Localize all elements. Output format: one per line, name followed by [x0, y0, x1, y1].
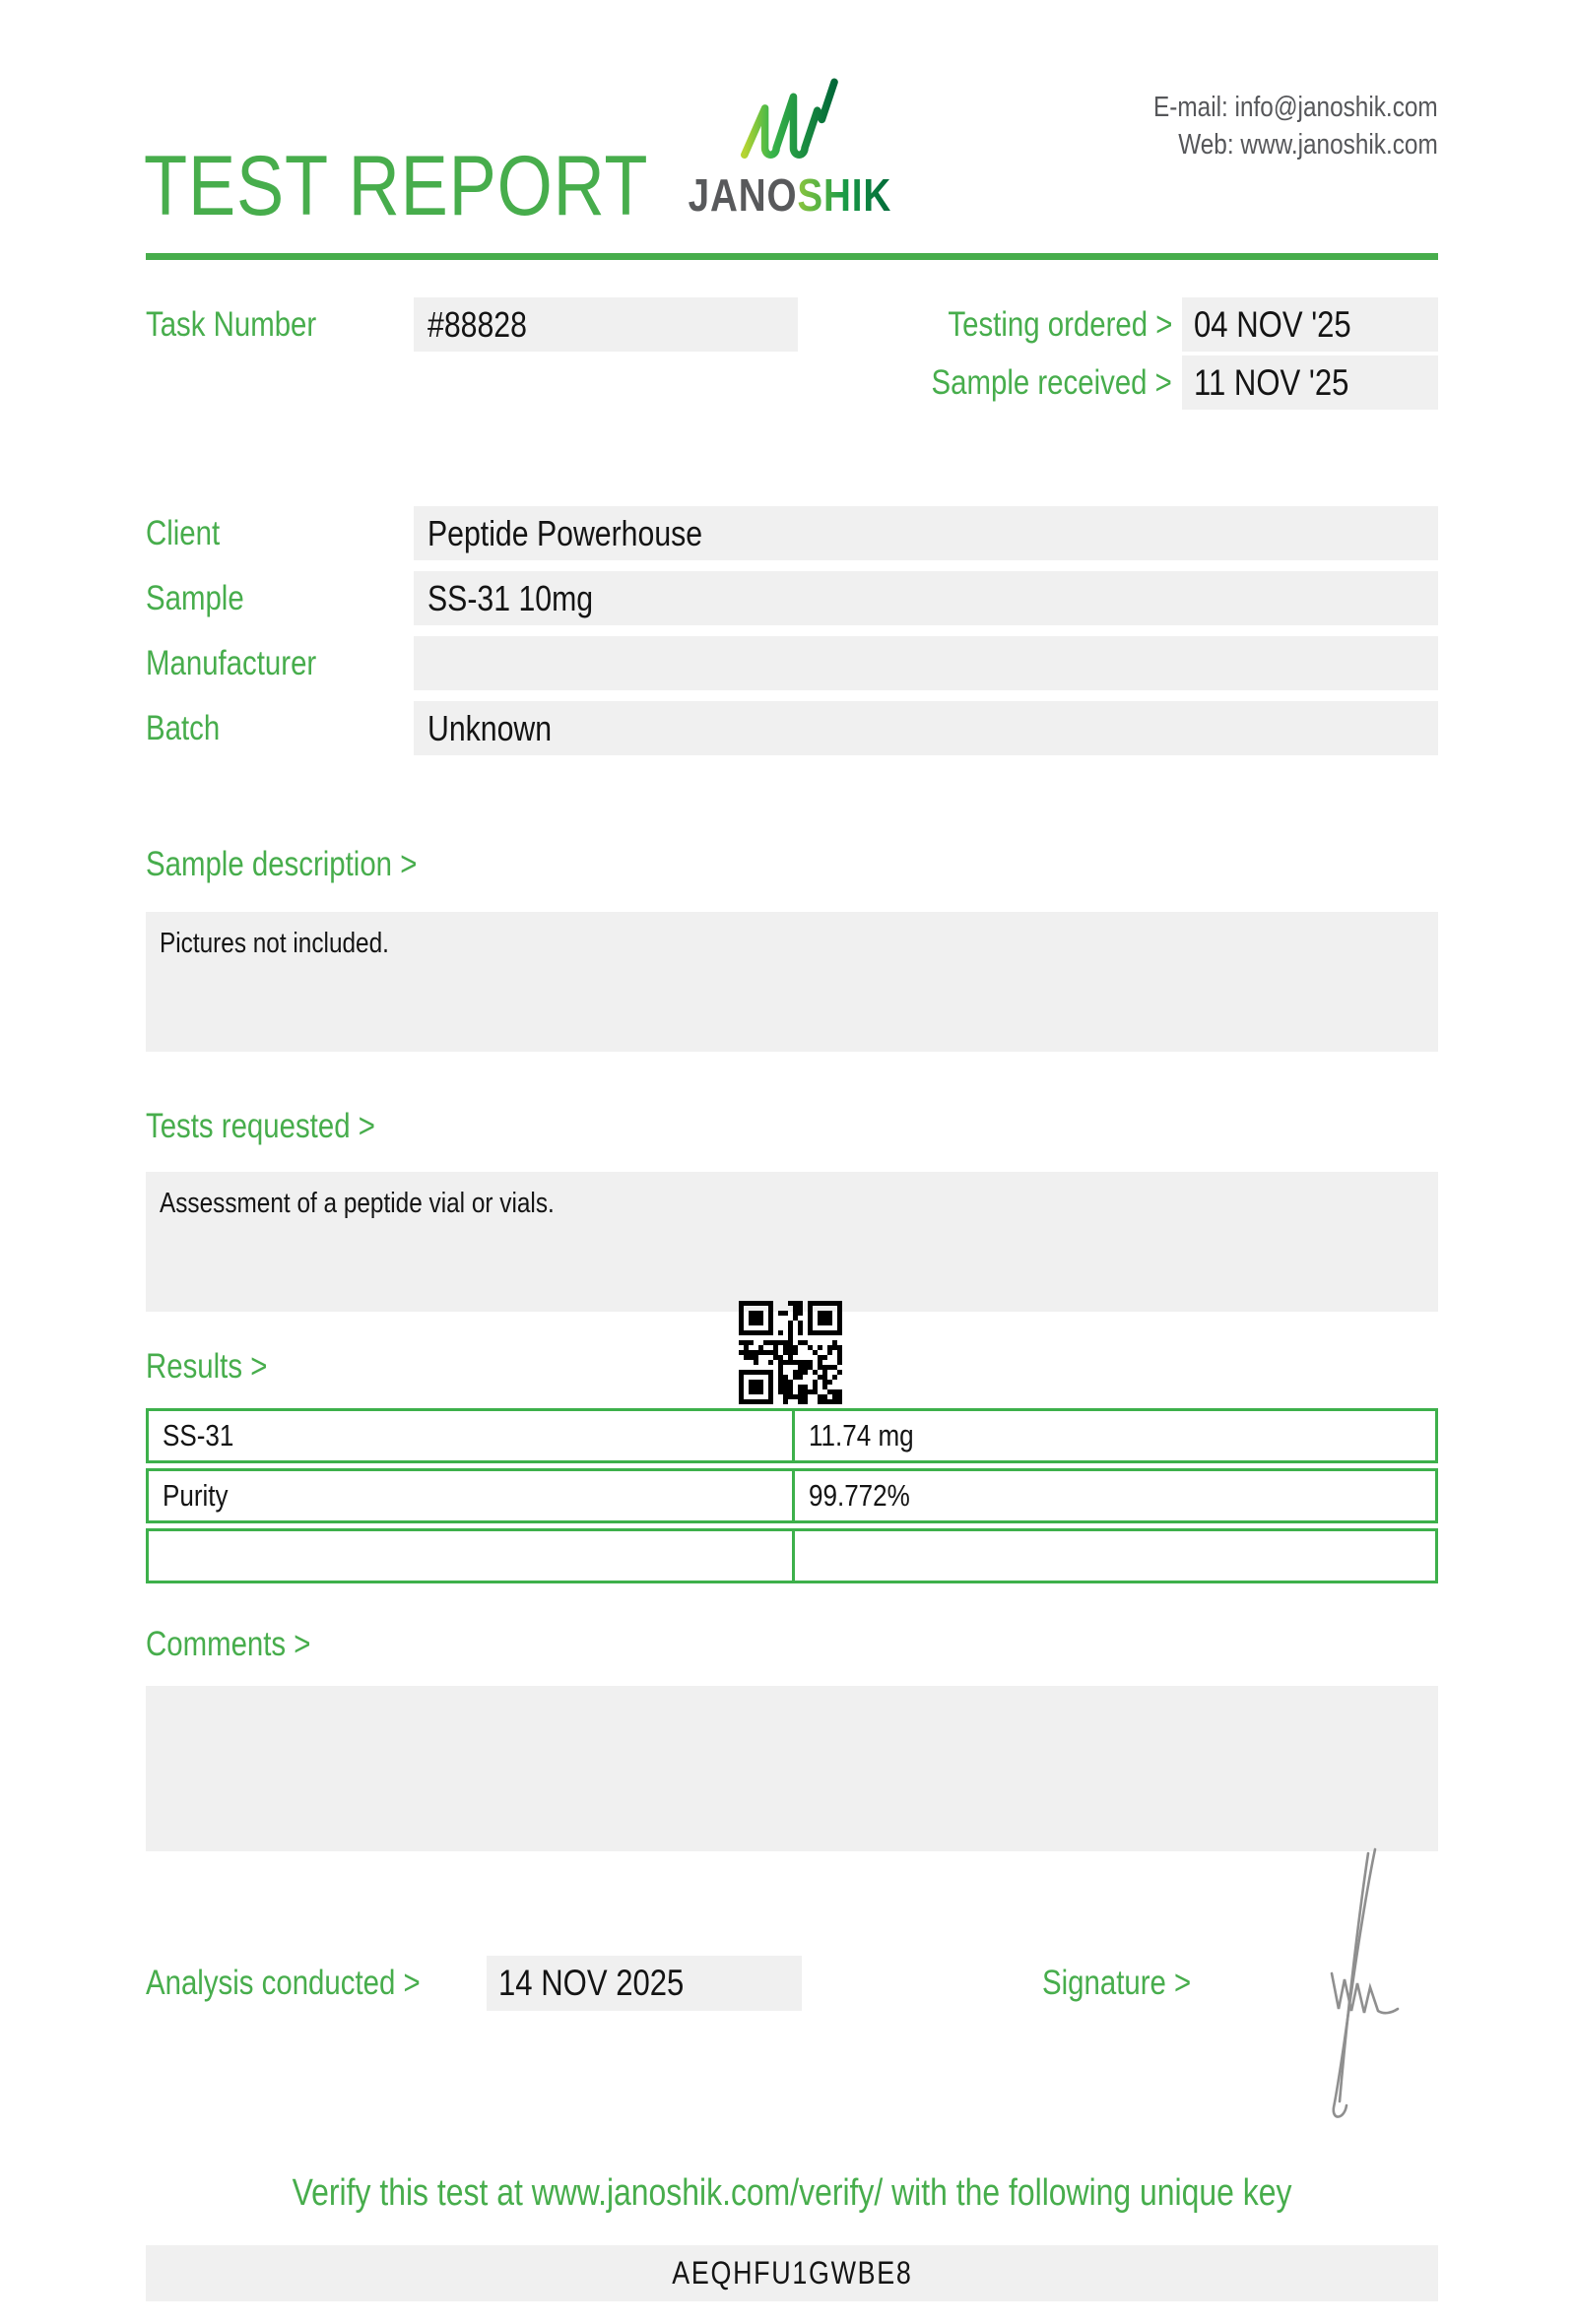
sample-description-box [146, 912, 1438, 1052]
sample-received-value: 11 NOV '25 [1194, 361, 1349, 403]
batch-value: Unknown [427, 707, 553, 748]
logo-word-jano: JANO [688, 169, 798, 221]
email-line: E-mail: info@janoshik.com [1153, 92, 1438, 123]
sample-description-heading: Sample description > [146, 845, 418, 883]
client-field [414, 506, 1438, 560]
manufacturer-label: Manufacturer [146, 644, 317, 682]
comments-box [146, 1686, 1438, 1851]
table-row [146, 1528, 1438, 1583]
client-label: Client [146, 514, 221, 552]
batch-label: Batch [146, 709, 221, 747]
unique-key-value: AEQHFU1GWBE8 [671, 2255, 913, 2291]
janoshik-logo-text [668, 169, 912, 221]
comments-heading: Comments > [146, 1625, 311, 1663]
sample-received-label: Sample received > [931, 363, 1172, 402]
batch-field [414, 701, 1438, 755]
table-row [146, 1408, 1438, 1463]
task-number-value: #88828 [427, 303, 527, 345]
signature-label: Signature > [1042, 1964, 1192, 2002]
analysis-conducted-label: Analysis conducted > [146, 1964, 421, 2002]
tests-requested-box [146, 1172, 1438, 1312]
result-name-cell: SS-31 [149, 1411, 795, 1460]
result-value-cell: 99.772% [808, 1478, 910, 1513]
sample-field [414, 571, 1438, 625]
sample-description-text: Pictures not included. [160, 928, 389, 959]
result-name-cell [149, 1531, 795, 1581]
web-line: Web: www.janoshik.com [1178, 129, 1438, 161]
manufacturer-field [414, 636, 1438, 690]
logo-word-shik: SHIK [797, 169, 892, 221]
result-value-cell [795, 1531, 1435, 1581]
janoshik-logo-mark [739, 75, 841, 165]
result-name-cell: Purity [149, 1471, 795, 1520]
testing-ordered-value: 04 NOV '25 [1194, 303, 1351, 345]
result-value-cell: 11.74 mg [808, 1418, 914, 1452]
tests-requested-heading: Tests requested > [146, 1107, 375, 1145]
results-heading: Results > [146, 1347, 268, 1386]
table-row [146, 1468, 1438, 1523]
qr-code [739, 1301, 842, 1404]
contact-info [1099, 89, 1438, 163]
page-title [144, 139, 745, 233]
sample-received-field [1182, 355, 1438, 410]
janoshik-logo [668, 75, 912, 221]
task-number-field [414, 297, 798, 352]
client-value: Peptide Powerhouse [427, 512, 703, 553]
sample-label: Sample [146, 579, 244, 617]
testing-ordered-label: Testing ordered > [948, 305, 1172, 344]
results-table [146, 1408, 1438, 1588]
verify-instruction: Verify this test at www.janoshik.com/verify/ with the following unique key [292, 2172, 1292, 2214]
tests-requested-text: Assessment of a peptide vial or vials. [160, 1188, 555, 1219]
sample-value: SS-31 10mg [427, 577, 594, 618]
analysis-date-field [487, 1956, 802, 2011]
page-title-text: TEST REPORT [144, 139, 649, 233]
header-divider [146, 253, 1438, 260]
task-number-label: Task Number [146, 305, 317, 344]
unique-key-field [146, 2245, 1438, 2301]
testing-ordered-field [1182, 297, 1438, 352]
analysis-date-value: 14 NOV 2025 [498, 1963, 685, 2003]
signature-scribble [1249, 1843, 1426, 2129]
